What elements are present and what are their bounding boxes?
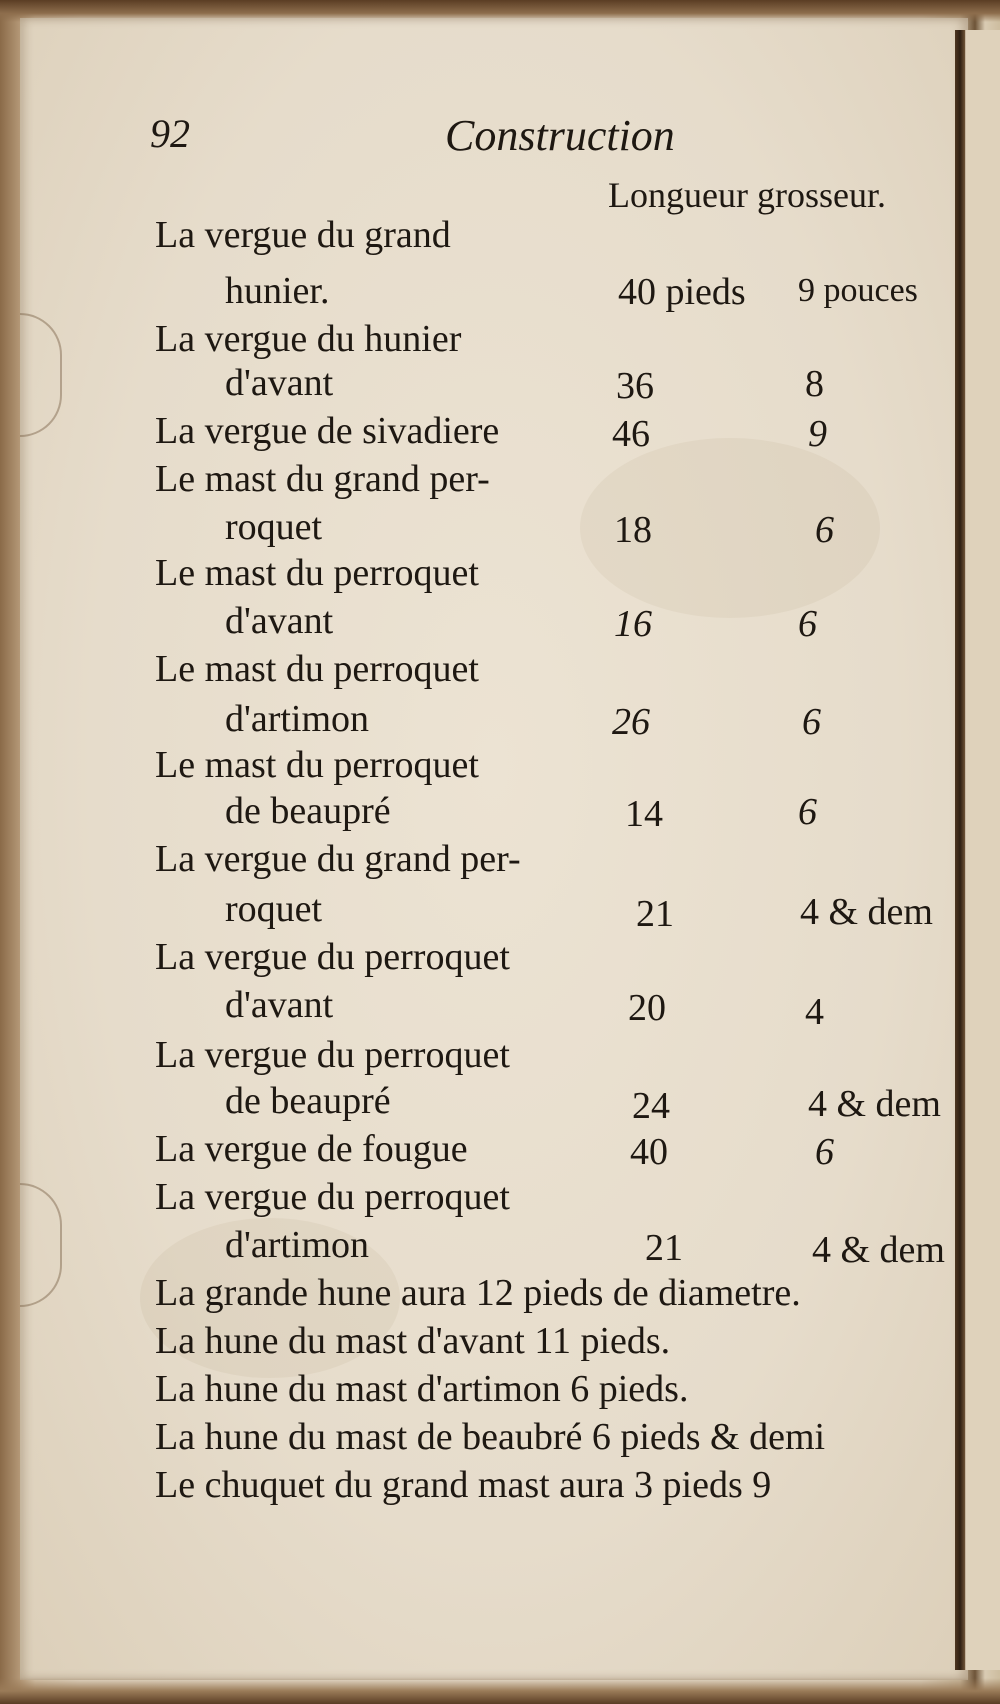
page-number: 92 xyxy=(150,111,190,156)
entry-thickness: 4 & dem xyxy=(808,1083,941,1125)
paragraph-line: La hune du mast de beaubré 6 pieds & demi xyxy=(155,1416,826,1458)
paragraph-line: Le chuquet du grand mast aura 3 pieds 9 xyxy=(155,1464,772,1506)
paragraph-line: La hune du mast d'avant 11 pieds. xyxy=(155,1320,671,1362)
entry-thickness: 6 xyxy=(815,509,834,551)
entry-label: Le mast du perroquet xyxy=(155,648,479,690)
entry-label-cont: de beaupré xyxy=(225,1080,391,1122)
entry-thickness: 6 xyxy=(798,603,817,645)
entry-length: 20 xyxy=(628,987,666,1029)
entry-label: La vergue du perroquet xyxy=(155,1034,510,1076)
entry-label-cont: hunier. xyxy=(225,270,330,312)
entry-length: 40 pieds xyxy=(618,271,746,313)
entry-label: La vergue du perroquet xyxy=(155,1176,510,1218)
entry-length: 46 xyxy=(612,413,650,455)
entry-label: La vergue de sivadiere xyxy=(155,410,500,452)
facing-page-edge xyxy=(966,30,1000,1670)
entry-length: 18 xyxy=(614,509,652,551)
entry-label: Le mast du grand per- xyxy=(155,458,490,500)
entry-length: 21 xyxy=(636,893,674,935)
paragraph-line: La grande hune aura 12 pieds de diametre. xyxy=(155,1272,801,1314)
page-tab-mark xyxy=(20,313,62,437)
entry-label: La vergue du grand per- xyxy=(155,838,521,880)
entry-label: Le mast du perroquet xyxy=(155,552,479,594)
entry-thickness: 9 xyxy=(808,413,827,455)
bottom-edge xyxy=(0,1678,1000,1704)
entry-thickness: 8 xyxy=(805,363,824,405)
entry-label-cont: d'avant xyxy=(225,984,334,1026)
entry-thickness: 6 xyxy=(802,701,821,743)
entry-label-cont: roquet xyxy=(225,888,323,930)
page-tab-mark xyxy=(20,1183,62,1307)
entry-label: Le mast du perroquet xyxy=(155,744,479,786)
book-gutter xyxy=(955,30,965,1670)
entry-label: La vergue du hunier xyxy=(155,318,462,360)
entry-thickness: 9 pouces xyxy=(798,272,918,309)
entry-label: La vergue du grand xyxy=(155,214,451,256)
entry-length: 40 xyxy=(630,1131,668,1173)
entry-thickness: 4 & dem xyxy=(812,1229,945,1271)
entry-label-cont: roquet xyxy=(225,506,323,548)
entry-length: 21 xyxy=(645,1227,683,1269)
entry-length: 24 xyxy=(632,1085,670,1127)
entry-label: La vergue du perroquet xyxy=(155,936,510,978)
column-headings: Longueur grosseur. xyxy=(608,175,886,215)
entry-label-cont: d'avant xyxy=(225,362,334,404)
entry-label-cont: d'avant xyxy=(225,600,334,642)
entry-thickness: 6 xyxy=(815,1131,834,1173)
entry-length: 16 xyxy=(614,603,652,645)
entry-thickness: 4 xyxy=(805,991,824,1033)
paragraph-line: La hune du mast d'artimon 6 pieds. xyxy=(155,1368,689,1410)
entry-length: 14 xyxy=(625,793,663,835)
entry-label-cont: de beaupré xyxy=(225,790,391,832)
entry-label-cont: d'artimon xyxy=(225,698,370,740)
entry-label: La vergue de fougue xyxy=(155,1128,468,1170)
entry-length: 26 xyxy=(612,701,650,743)
entry-length: 36 xyxy=(616,365,654,407)
running-title: Construction xyxy=(445,111,675,160)
entry-thickness: 4 & dem xyxy=(800,891,933,933)
entry-thickness: 6 xyxy=(798,791,817,833)
entry-label-cont: d'artimon xyxy=(225,1224,370,1266)
